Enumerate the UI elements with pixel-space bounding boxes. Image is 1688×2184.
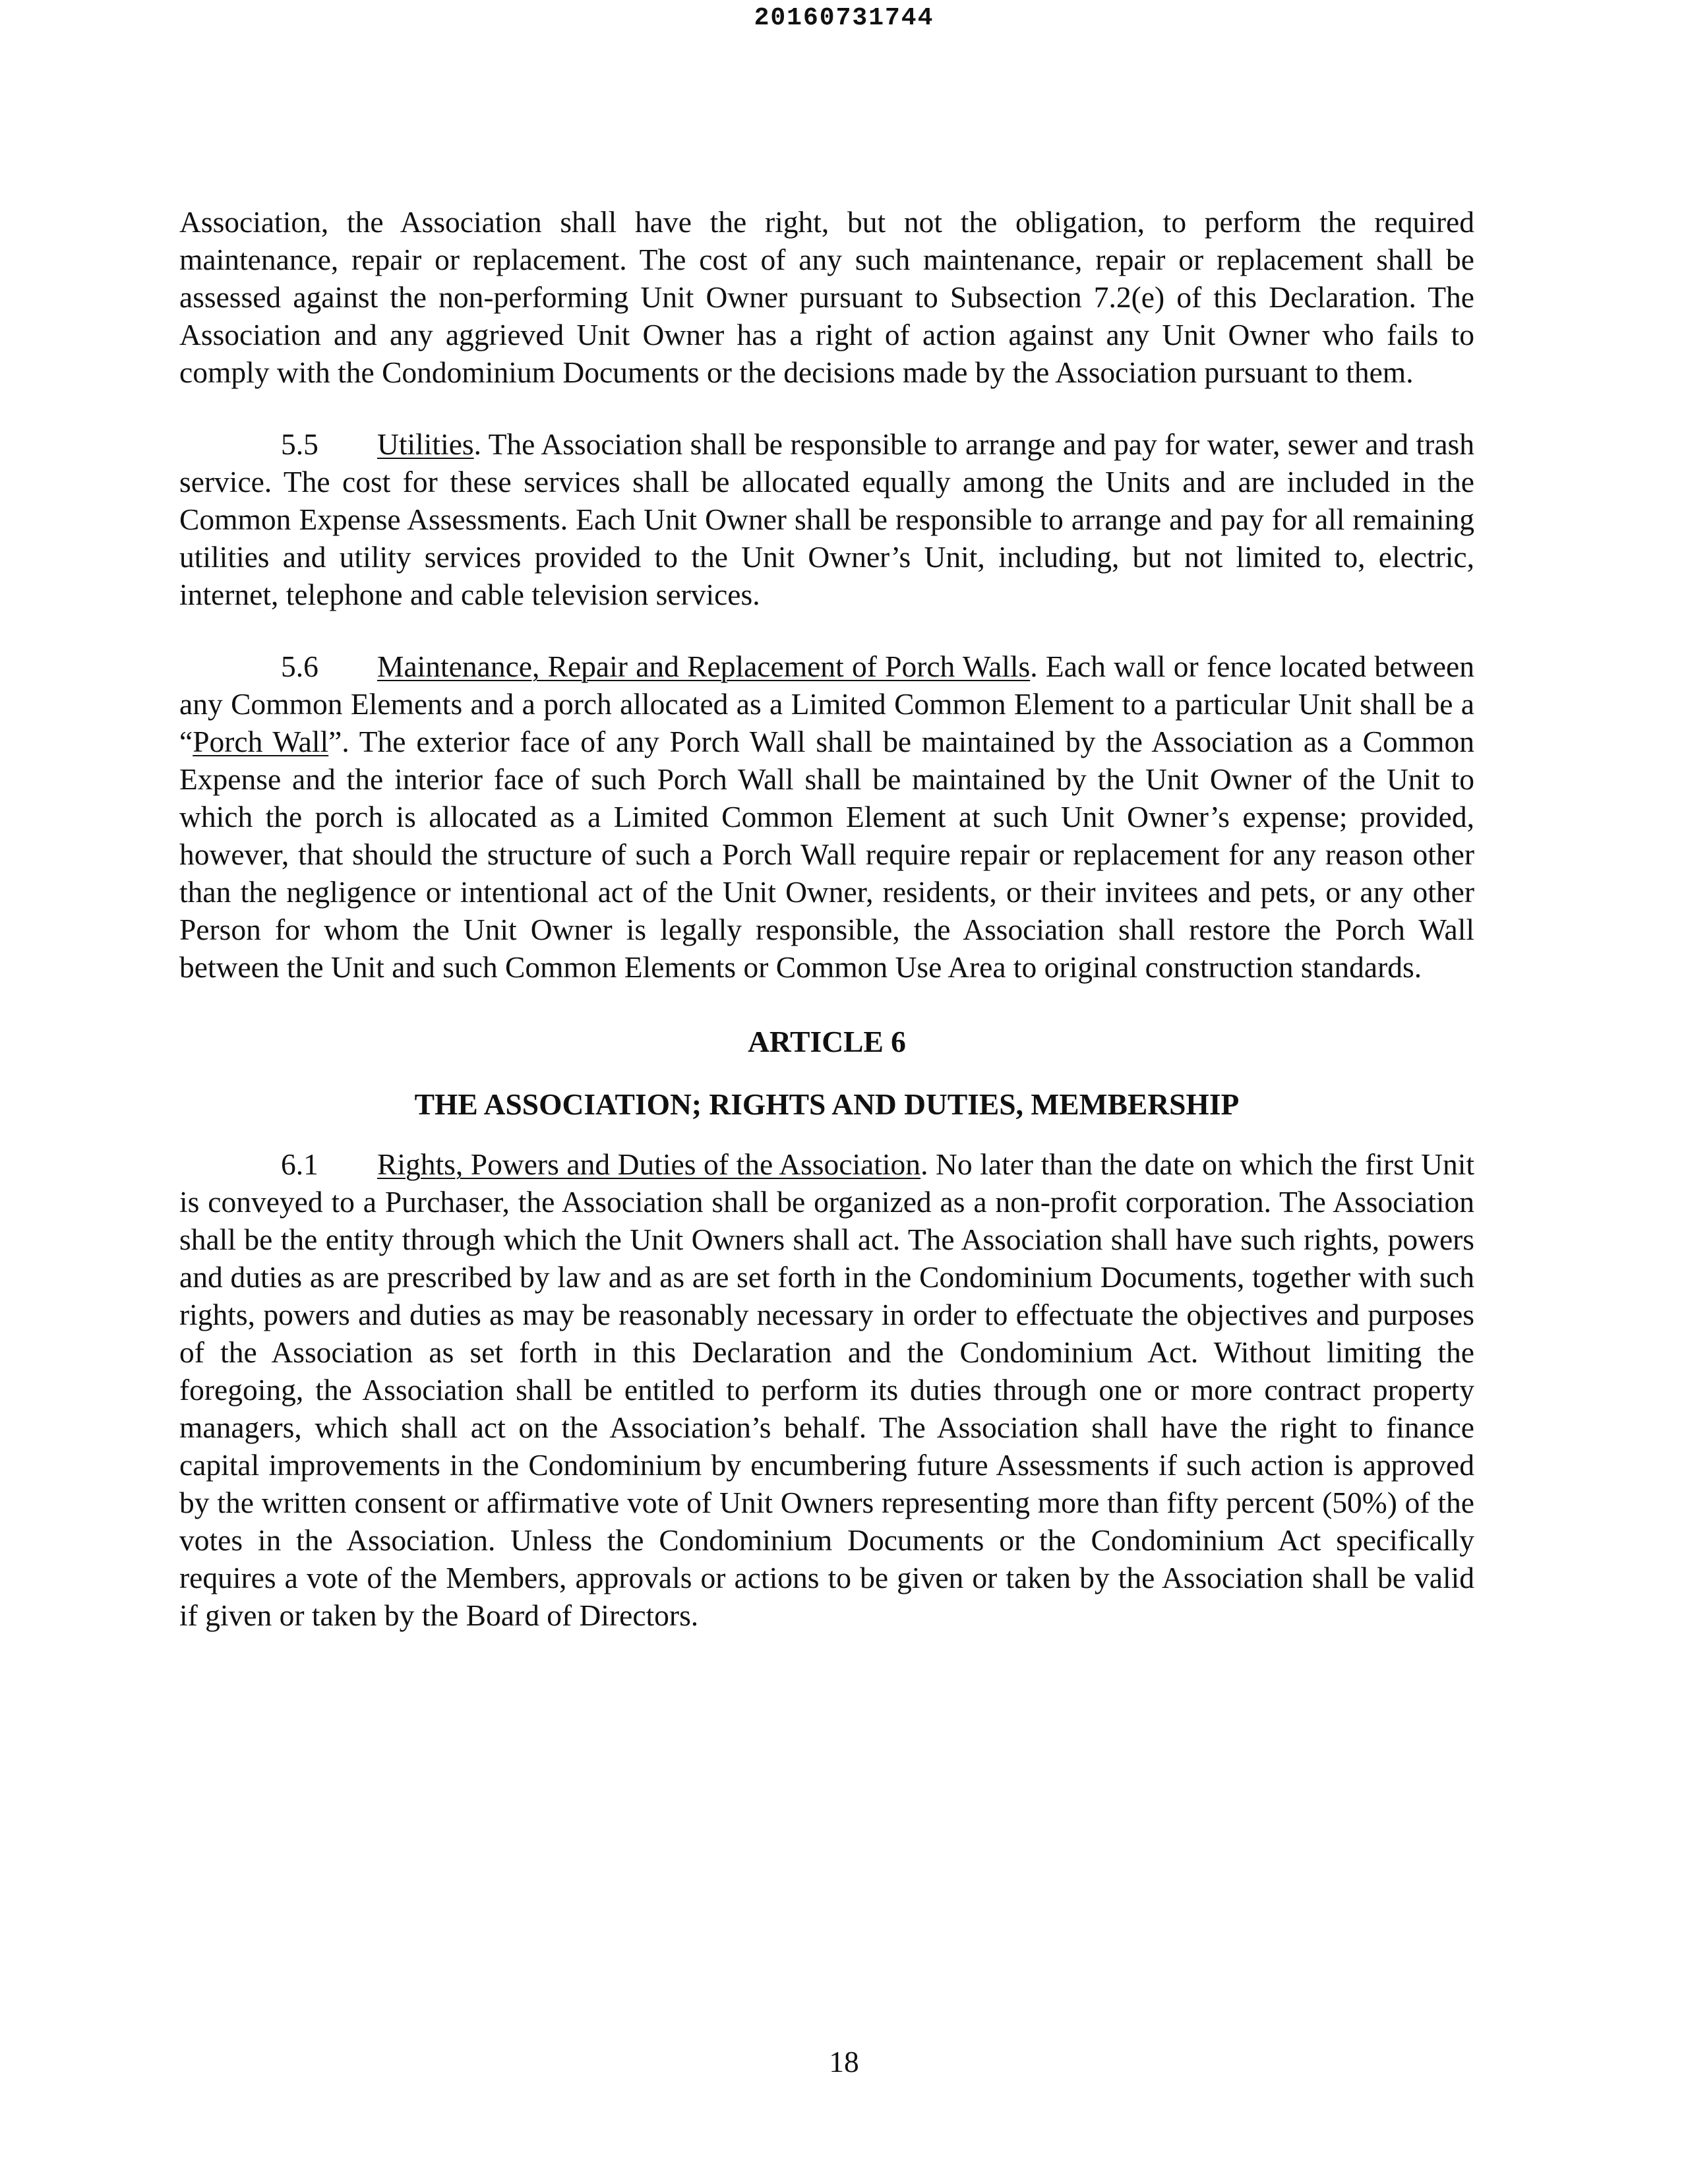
article-title: THE ASSOCIATION; RIGHTS AND DUTIES, MEMBERSHIP bbox=[414, 1087, 1240, 1121]
paragraph-text: Association, the Association shall have the right, but not the obligation, to perform the required maintenance, repair or replacement. The cost of any such maintenance, repair or replacement shall be assessed against the non-performing Unit Owner pursuant to Subsection 7.2(e) of this Declaration. The Association and any aggrieved Unit Owner has a right of action against any Unit Owner who fails to comply with the Condominium Documents or the decisions made by the Association pursuant to them. bbox=[179, 205, 1474, 389]
section-number: 5.6 bbox=[281, 650, 318, 683]
section-6-1 bbox=[179, 1145, 1474, 1634]
document-number: 20160731744 bbox=[754, 4, 934, 32]
section-number: 6.1 bbox=[281, 1147, 318, 1181]
section-text-b: ”. The exterior face of any Porch Wall shall be maintained by the Association as a Common Expense and the interior face of such Porch Wall shall be maintained by the Unit Owner of the Unit to which the porch is allocated as a Limited Common Element at such Unit Owner’s expense; provided, however, that should the structure of such a Porch Wall require repair or replacement for any reason other than the negligence or intentional act of the Unit Owner, residents, or their invitees and pets, or any other Person for whom the Unit Owner is legally responsible, the Association shall restore the Porch Wall between the Unit and such Common Elements or Common Use Area to original construction standards. bbox=[179, 725, 1475, 984]
section-title: Rights, Powers and Duties of the Association bbox=[377, 1147, 921, 1181]
section-number: 5.5 bbox=[281, 427, 318, 461]
section-text-a: . Each wall or fence located between any Common Elements and a porch allocated as a Limited Common Element to a particular Unit shall be a “ bbox=[179, 650, 1474, 758]
section-text: . The Association shall be responsible to arrange and pay for water, sewer and trash service. The cost for these services shall be allocated equally among the Units and are included in the Common Expense Assessments. Each Unit Owner shall be responsible to arrange and pay for all remaining utilities and utility services provided to the Unit Owner’s Unit, including, but not limited to, electric, internet, telephone and cable television services. bbox=[179, 427, 1474, 611]
section-5-5 bbox=[179, 425, 1474, 613]
section-title: Utilities bbox=[377, 427, 474, 461]
section-5-6 bbox=[179, 648, 1474, 986]
paragraph-continuation bbox=[179, 203, 1474, 391]
defined-term: Porch Wall bbox=[193, 725, 329, 758]
document-body bbox=[179, 203, 1474, 1634]
section-text: . No later than the date on which the first Unit is conveyed to a Purchaser, the Association shall be organized as a non-profit corporation. The Association shall be the entity through which the Unit Owners shall act. The Association shall have such rights, powers and duties as are prescribed by law and as are set forth in the Condominium Documents, together with such rights, powers and duties as may be reasonably necessary in order to effectuate the objectives and purposes of the Association as set forth in this Declaration and the Condominium Act. Without limiting the foregoing, the Association shall be entitled to perform its duties through one or more contract property managers, which shall act on the Association’s behalf. The Association shall have the right to finance capital improvements in the Condominium by encumbering future Assessments if such action is approved by the written consent or affirmative vote of Unit Owners representing more than fifty percent (50%) of the votes in the Association. Unless the Condominium Documents or the Condominium Act specifically requires a vote of the Members, approvals or actions to be given or taken by the Association shall be valid if given or taken by the Board of Directors. bbox=[179, 1147, 1474, 1632]
page-number: 18 bbox=[829, 2045, 859, 2078]
section-title: Maintenance, Repair and Replacement of Porch Walls bbox=[377, 650, 1031, 683]
article-heading: ARTICLE 6 bbox=[748, 1025, 906, 1058]
